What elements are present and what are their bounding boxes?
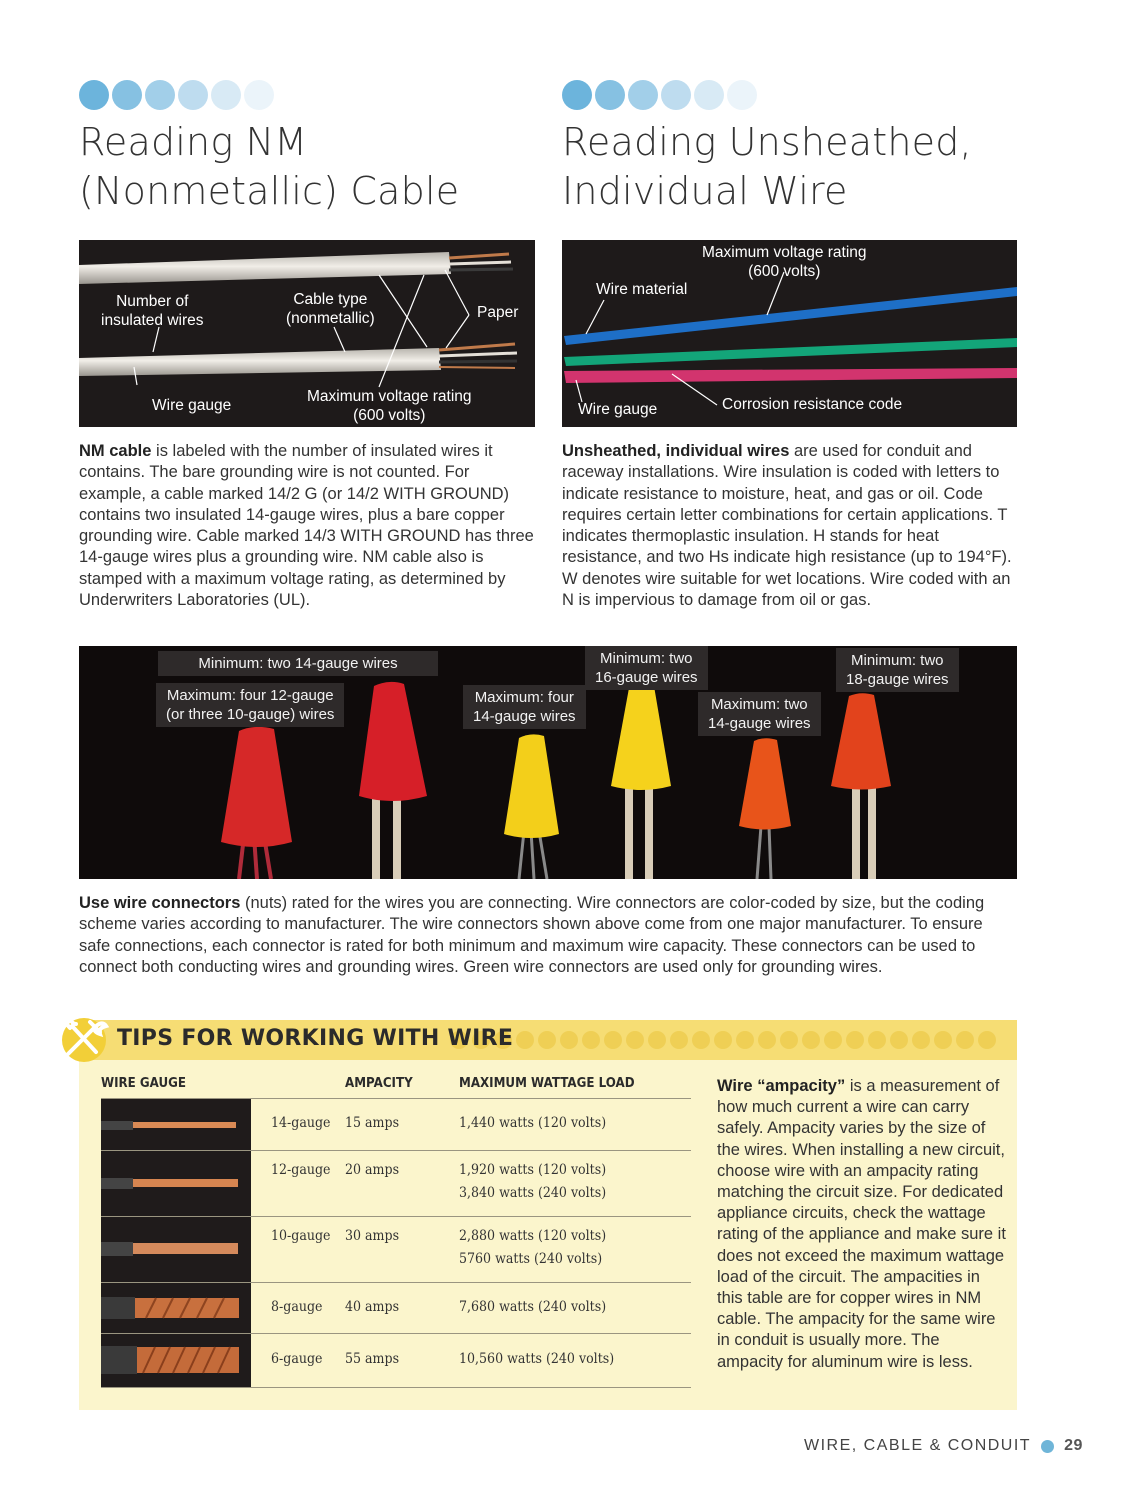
amps-cell bbox=[345, 1159, 399, 1182]
callout-wire-material bbox=[596, 280, 687, 299]
watts-cell bbox=[459, 1112, 606, 1135]
cell-text: 20 amps bbox=[345, 1162, 400, 1178]
col-header-gauge: WIRE GAUGE bbox=[101, 1075, 187, 1091]
body-text: (nuts) rated for the wires you are connecting. Wire connectors are color-coded by size, but the coding scheme varies according to manufacturer. The wire connectors shown above come from one major manufacturer. To ensure safe connections, each connector is rated for both minimum and maximum wire capacity. These connectors can be used to connect both conducting wires and grounding wires. Green wire connectors are used only for grounding wires. bbox=[79, 894, 985, 976]
tips-header-band bbox=[79, 1020, 1017, 1060]
bold-lead: NM cable bbox=[79, 442, 152, 460]
dot bbox=[244, 80, 274, 110]
unsheathed-wire-description bbox=[562, 441, 1020, 611]
label-line: Minimum: two bbox=[600, 650, 693, 667]
col-header-ampacity: AMPACITY bbox=[345, 1075, 413, 1091]
dot bbox=[628, 80, 658, 110]
cell-text: 15 amps bbox=[345, 1115, 400, 1131]
callout-insulated-wires bbox=[101, 292, 204, 330]
wire-14-illustration bbox=[101, 1099, 251, 1150]
dot bbox=[79, 80, 109, 110]
unsheathed-wire-title bbox=[562, 118, 972, 216]
cell-text: 30 amps bbox=[345, 1228, 400, 1244]
dot bbox=[727, 80, 757, 110]
callout-wire-gauge bbox=[578, 400, 657, 419]
cell-text: 10,560 watts (240 volts) bbox=[459, 1351, 615, 1367]
col-header-wattage: MAXIMUM WATTAGE LOAD bbox=[459, 1075, 635, 1091]
callout-line: Paper bbox=[477, 304, 519, 321]
callout-line: Number of bbox=[116, 293, 189, 310]
table-row bbox=[101, 1099, 691, 1151]
amps-cell bbox=[345, 1112, 399, 1135]
wire-photo-10 bbox=[101, 1217, 251, 1282]
callout-voltage-rating bbox=[702, 243, 867, 281]
callout-corrosion-code bbox=[722, 395, 902, 414]
nm-cable-photo bbox=[79, 240, 535, 427]
cell-text: 8-gauge bbox=[271, 1299, 323, 1315]
body-text: is a measurement of how much current a wire can carry safely. Ampacity varies by the size of the wires. When installing a new circuit, choose wire with an ampacity rating matching the circuit size. For dedicated appliance circuits, check the wattage rating of the appliance and make sure it does not exceed the maximum wattage load of the circuit. The ampacities in this table are for copper wires in NM cable. The ampacity for the same wire in conduit is usually more. The ampacity for aluminum wire is less. bbox=[717, 1077, 1006, 1371]
dot bbox=[211, 80, 241, 110]
label-line: 16-gauge wires bbox=[595, 669, 698, 686]
wire-10-illustration bbox=[101, 1217, 251, 1282]
nm-cable-description bbox=[79, 441, 535, 611]
bold-lead: Wire “ampacity” bbox=[717, 1077, 846, 1095]
ampacity-description bbox=[717, 1076, 1007, 1373]
gauge-cell bbox=[271, 1159, 331, 1182]
gauge-cell bbox=[271, 1225, 331, 1248]
label-min-orange bbox=[836, 648, 959, 692]
title-line: (Nonmetallic) Cable bbox=[79, 169, 460, 213]
cell-text: 5760 watts (240 volts) bbox=[459, 1251, 603, 1267]
dot bbox=[661, 80, 691, 110]
dot bbox=[145, 80, 175, 110]
wire-6-illustration bbox=[101, 1334, 251, 1387]
label-line: Maximum: four 12-gauge bbox=[166, 687, 334, 704]
label-max-yellow bbox=[463, 685, 586, 729]
footer-section-name: WIRE, CABLE & CONDUIT bbox=[804, 1437, 1032, 1454]
title-line: Individual Wire bbox=[562, 169, 848, 213]
page-footer bbox=[804, 1437, 1083, 1455]
gauge-cell bbox=[271, 1296, 322, 1319]
table-row bbox=[101, 1217, 691, 1283]
cell-text: 6-gauge bbox=[271, 1351, 323, 1367]
cell-text: 12-gauge bbox=[271, 1162, 331, 1178]
label-line: Maximum: two bbox=[710, 696, 808, 713]
callout-line: Maximum voltage rating bbox=[307, 388, 472, 405]
callout-line: Corrosion resistance code bbox=[722, 396, 903, 413]
cell-text: 2,880 watts (120 volts) bbox=[459, 1228, 607, 1244]
gauge-cell bbox=[271, 1112, 331, 1135]
footer-dot-icon bbox=[1041, 1440, 1054, 1453]
section-dots-right bbox=[562, 80, 757, 110]
callout-line: Cable type bbox=[293, 291, 368, 308]
wire-photo-14 bbox=[101, 1099, 251, 1150]
label-min-red bbox=[158, 651, 438, 676]
label-line: 14-gauge wires bbox=[473, 708, 576, 725]
cell-text: 7,680 watts (240 volts) bbox=[459, 1299, 607, 1315]
amps-cell bbox=[345, 1348, 399, 1371]
cell-text: 14-gauge bbox=[271, 1115, 331, 1131]
table-row bbox=[101, 1334, 691, 1388]
cell-text: 40 amps bbox=[345, 1299, 400, 1315]
callout-line: Wire gauge bbox=[152, 397, 232, 414]
tips-title: TIPS FOR WORKING WITH WIRE bbox=[117, 1026, 514, 1051]
label-line: Maximum: four bbox=[474, 689, 574, 706]
wire-photo-6 bbox=[101, 1334, 251, 1387]
cell-text: 55 amps bbox=[345, 1351, 400, 1367]
label-min-yellow bbox=[585, 646, 708, 690]
label-max-red bbox=[156, 683, 344, 727]
unsheathed-wire-photo bbox=[562, 240, 1017, 427]
watts-cell bbox=[459, 1159, 606, 1205]
body-text: is labeled with the number of insulated wires it contains. The bare grounding wire is not counted. For example, a cable marked 14/2 G (or 14/2 WITH GROUND) contains two insulated 14-gauge wires, plus a bare copper grounding wire. Cable marked 14/3 WITH GROUND has three 14-gauge wires plus a grounding wire. NM cable also is stamped with a maximum voltage rating, as determined by Underwriters Laboratories (UL). bbox=[79, 442, 534, 610]
cell-text: 3,840 watts (240 volts) bbox=[459, 1185, 607, 1201]
amps-cell bbox=[345, 1296, 399, 1319]
cell-text: 1,440 watts (120 volts) bbox=[459, 1115, 607, 1131]
dot bbox=[178, 80, 208, 110]
cell-text: 10-gauge bbox=[271, 1228, 331, 1244]
callout-line: (600 volts) bbox=[748, 263, 821, 280]
wrench-screwdriver-icon bbox=[54, 1008, 114, 1068]
page-number: 29 bbox=[1064, 1437, 1083, 1454]
section-dots-left bbox=[79, 80, 274, 110]
title-line: Reading NM bbox=[79, 120, 308, 164]
dot bbox=[562, 80, 592, 110]
label-line: Minimum: two 14-gauge wires bbox=[198, 655, 398, 672]
callout-line: Wire gauge bbox=[578, 401, 658, 418]
dot bbox=[595, 80, 625, 110]
wire-photo-8 bbox=[101, 1283, 251, 1333]
callout-voltage-rating bbox=[307, 387, 472, 425]
wire-connectors-photo bbox=[79, 646, 1017, 879]
label-line: (or three 10-gauge) wires bbox=[166, 706, 335, 723]
amps-cell bbox=[345, 1225, 399, 1248]
callout-line: Maximum voltage rating bbox=[702, 244, 867, 261]
dot bbox=[694, 80, 724, 110]
watts-cell bbox=[459, 1296, 606, 1319]
dot bbox=[112, 80, 142, 110]
callout-paper bbox=[477, 303, 518, 322]
callout-line: insulated wires bbox=[101, 312, 204, 329]
wire-photo-12 bbox=[101, 1151, 251, 1216]
wire-8-illustration bbox=[101, 1283, 251, 1333]
callout-line: Wire material bbox=[596, 281, 688, 298]
title-line: Reading Unsheathed, bbox=[562, 120, 972, 164]
label-line: Minimum: two bbox=[851, 652, 944, 669]
label-line: 14-gauge wires bbox=[708, 715, 811, 732]
bold-lead: Use wire connectors bbox=[79, 894, 241, 912]
callout-line: (600 volts) bbox=[353, 407, 426, 424]
callout-line: (nonmetallic) bbox=[286, 310, 375, 327]
cell-text: 1,920 watts (120 volts) bbox=[459, 1162, 607, 1178]
label-line: 18-gauge wires bbox=[846, 671, 949, 688]
tips-panel bbox=[79, 1020, 1017, 1410]
gauge-cell bbox=[271, 1348, 322, 1371]
callout-wire-gauge bbox=[152, 396, 231, 415]
table-row bbox=[101, 1283, 691, 1334]
watts-cell bbox=[459, 1225, 606, 1271]
callout-cable-type bbox=[286, 290, 375, 328]
table-row bbox=[101, 1151, 691, 1217]
wire-connectors-description bbox=[79, 893, 1017, 978]
watts-cell bbox=[459, 1348, 614, 1371]
nm-cable-title bbox=[79, 118, 459, 216]
label-max-orange bbox=[698, 692, 821, 736]
wire-12-illustration bbox=[101, 1151, 251, 1216]
body-text: are used for conduit and raceway installations. Wire insulation is coded with letters to indicate resistance to moisture, heat, and gas or oil. Code requires certain letter combinations for certain applications. T indicates thermoplastic insulation. H stands for heat resistance, and two Hs indicate high resistance (up to 194°F). W denotes wire suitable for wet locations. Wire coded with an N is impervious to damage from oil or gas. bbox=[562, 442, 1012, 610]
bold-lead: Unsheathed, individual wires bbox=[562, 442, 790, 460]
